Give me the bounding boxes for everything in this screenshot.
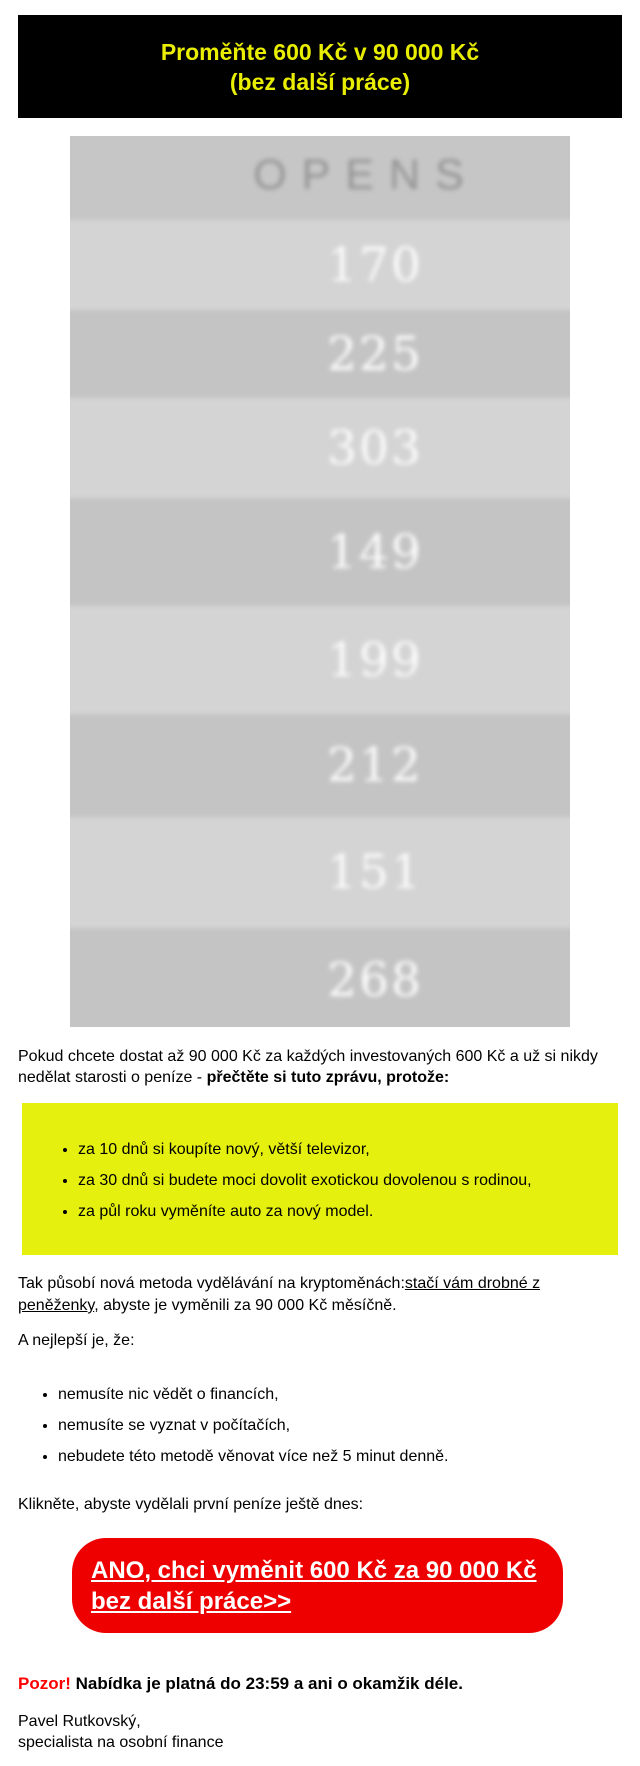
stats-header-row xyxy=(70,136,570,220)
benefit-item: • za půl roku vyměníte auto za nový model. xyxy=(78,1201,598,1222)
cta-button-label: ANO, chci vyměnit 600 Kč za 90 000 Kč bez další práce>> xyxy=(91,1556,537,1615)
advantage-item: • nemusíte se vyznat v počítačích, xyxy=(58,1415,622,1436)
signature-name: Pavel Rutkovský, xyxy=(18,1713,141,1730)
warning-prefix: Pozor! xyxy=(18,1674,71,1693)
advantage-item: • nebudete této metodě věnovat více než 5 minut denně. xyxy=(58,1446,622,1467)
stats-row xyxy=(70,398,570,498)
stats-row xyxy=(70,498,570,606)
stats-value: 151 xyxy=(327,845,423,900)
advantage-item: • nemusíte nic vědět o financích, xyxy=(58,1384,622,1405)
benefit-item: • za 10 dnů si koupíte nový, větší televizor, xyxy=(78,1139,598,1160)
blurred-stats-table xyxy=(70,136,570,1027)
stats-row xyxy=(70,220,570,310)
benefits-list xyxy=(38,1139,598,1222)
stats-value: 303 xyxy=(327,420,423,476)
deadline-warning xyxy=(18,1673,622,1695)
benefit-item: • za 30 dnů si budete moci dovolit exotickou dovolenou s rodinou, xyxy=(78,1170,598,1191)
intro-paragraph xyxy=(18,1046,622,1088)
stats-value: 225 xyxy=(327,326,423,382)
stats-row xyxy=(70,310,570,398)
stats-value: 268 xyxy=(327,952,423,1008)
email-text-content xyxy=(0,1046,640,1766)
cta-button[interactable] xyxy=(72,1538,563,1633)
cta-lead-text: Klikněte, abyste vydělali první peníze ještě dnes: xyxy=(18,1496,364,1513)
warning-text: Nabídka je platná do 23:59 a ani o okamžik déle. xyxy=(70,1674,463,1693)
signature-title: specialista na osobní finance xyxy=(18,1734,224,1751)
stats-value: 199 xyxy=(327,632,423,688)
stats-row xyxy=(70,606,570,714)
blurred-stats-image xyxy=(70,136,570,1027)
stats-value: 170 xyxy=(327,237,423,293)
intro-bold-text: přečtěte si tuto zprávu, protože: xyxy=(206,1069,450,1086)
method-text-after: , abyste je vyměnili za 90 000 Kč měsíčně. xyxy=(94,1297,397,1314)
method-paragraph xyxy=(18,1273,622,1317)
advantages-list xyxy=(18,1384,622,1467)
stats-row xyxy=(70,714,570,817)
best-part-heading: A nejlepší je, že: xyxy=(18,1332,135,1349)
intro-text: Pokud chcete dostat až 90 000 Kč za každých investovaných 600 Kč a už si nikdy nedělat starosti o peníze - xyxy=(18,1048,598,1086)
benefits-highlight-box xyxy=(22,1103,618,1255)
stats-value: 212 xyxy=(327,738,423,793)
method-text-before: Tak působí nová metoda vydělávání na kryptoměnách: xyxy=(18,1275,405,1292)
signature-block xyxy=(18,1711,622,1766)
wallet-exchange-link[interactable]: stačí vám drobné z peněženky xyxy=(18,1275,541,1314)
stats-header-label: OPENS xyxy=(253,151,479,199)
stats-row xyxy=(70,928,570,1027)
headline-banner xyxy=(18,15,622,118)
stats-value: 149 xyxy=(327,524,423,580)
headline-line1: Proměňte 600 Kč v 90 000 Kč xyxy=(160,38,480,65)
headline-line2: (bez další práce) xyxy=(229,68,411,95)
stats-row xyxy=(70,817,570,928)
